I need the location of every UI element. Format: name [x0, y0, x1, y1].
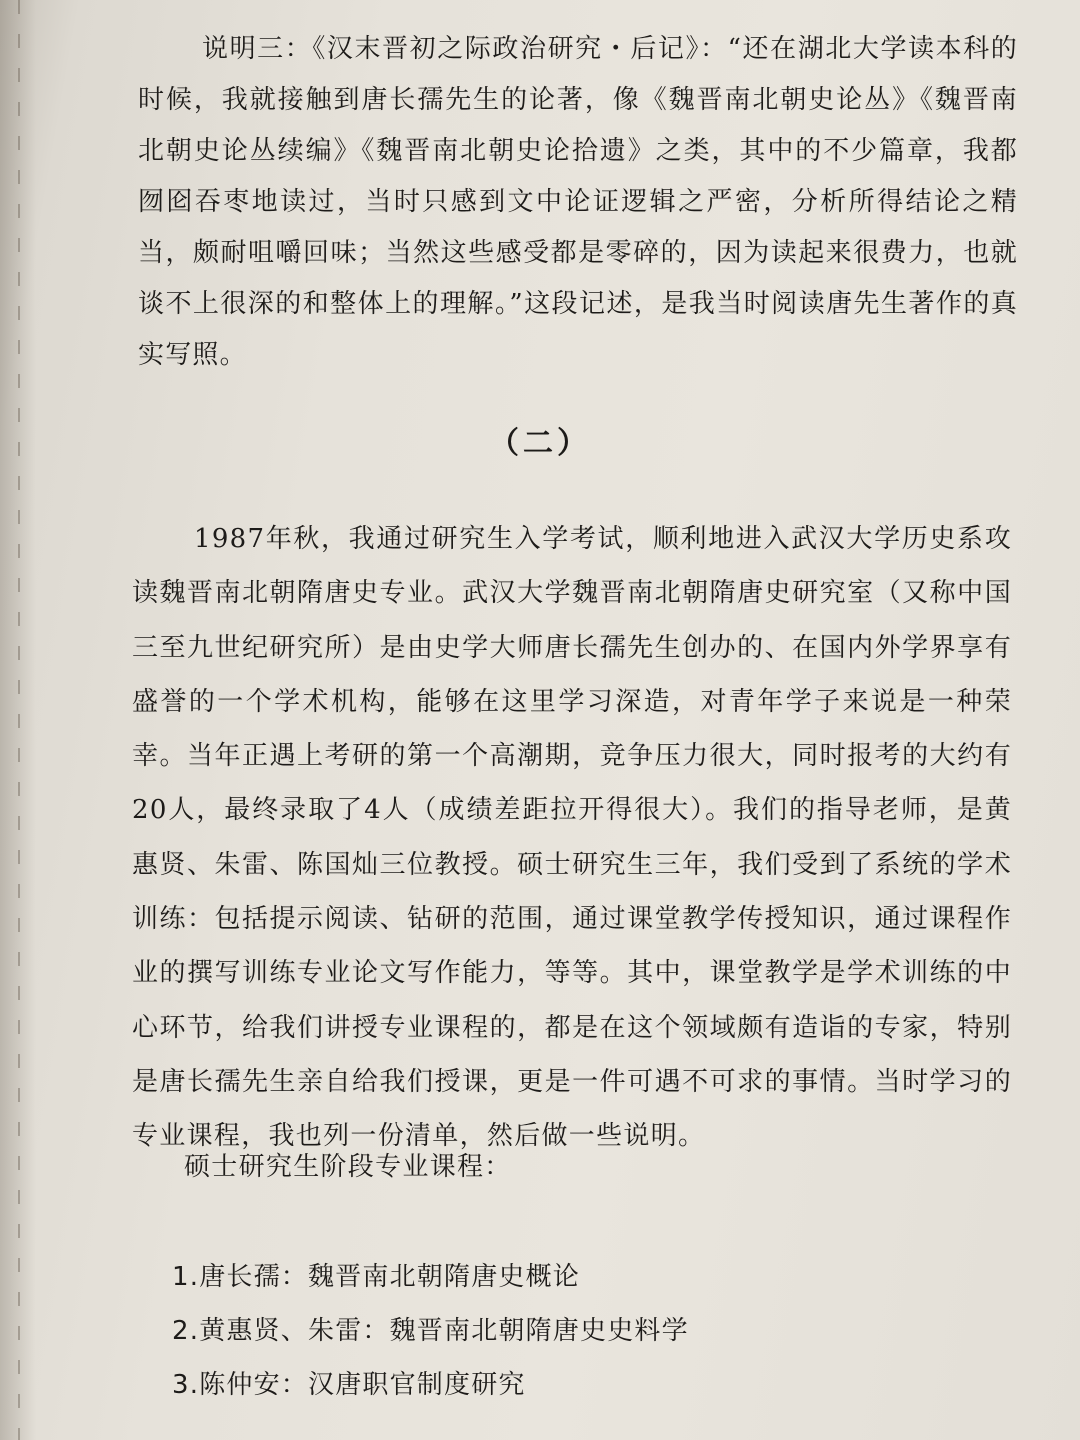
course-list	[172, 1250, 689, 1412]
section-heading: （二）	[489, 426, 591, 461]
main-paragraph: 1987年秋，我通过研究生入学考试，顺利地进入武汉大学历史系攻读魏晋南北朝隋唐史专业。武汉大学魏晋南北朝隋唐史研究室（又称中国三至九世纪研究所）是由史学大师唐长孺先生创办的、在国内外学界享有盛誉的一个学术机构，能够在这里学习深造，对青年学子来说是一种荣幸。当年正遇上考研的第一个高潮期，竞争压力很大，同时报考的大约有20人，最终录取了4人（成绩差距拉开得很大）。我们的指导老师，是黄惠贤、朱雷、陈国灿三位教授。硕士研究生三年，我们受到了系统的学术训练：包括提示阅读、钻研的范围，通过课堂教学传授知识，通过课程作业的撰写训练专业论文写作能力，等等。其中，课堂教学是学术训练的中心环节，给我们讲授专业课程的，都是在这个领域颇有造诣的专家，特别是唐长孺先生亲自给我们授课，更是一件可遇不可求的事情。当时学习的专业课程，我也列一份清单，然后做一些说明。	[132, 524, 1012, 1152]
course-item: 1.唐长孺：魏晋南北朝隋唐史概论	[172, 1262, 581, 1292]
course-item: 3.陈仲安：汉唐职官制度研究	[172, 1370, 526, 1400]
course-list-intro: 硕士研究生阶段专业课程：	[184, 1152, 512, 1182]
course-item: 2.黄惠贤、朱雷：魏晋南北朝隋唐史史料学	[172, 1316, 689, 1346]
note-paragraph: 说明三：《汉末晋初之际政治研究・后记》：“还在湖北大学读本科的时候，我就接触到唐长孺先生的论著，像《魏晋南北朝史论丛》《魏晋南北朝史论丛续编》《魏晋南北朝史论拾遗》之类，其中的不少篇章，我都囫囵吞枣地读过，当时只感到文中论证逻辑之严密，分析所得结论之精当，颇耐咀嚼回味；当然这些感受都是零碎的，因为读起来很费力，也就谈不上很深的和整体上的理解。”这段记述，是我当时阅读唐先生著作的真实写照。	[138, 34, 1018, 370]
